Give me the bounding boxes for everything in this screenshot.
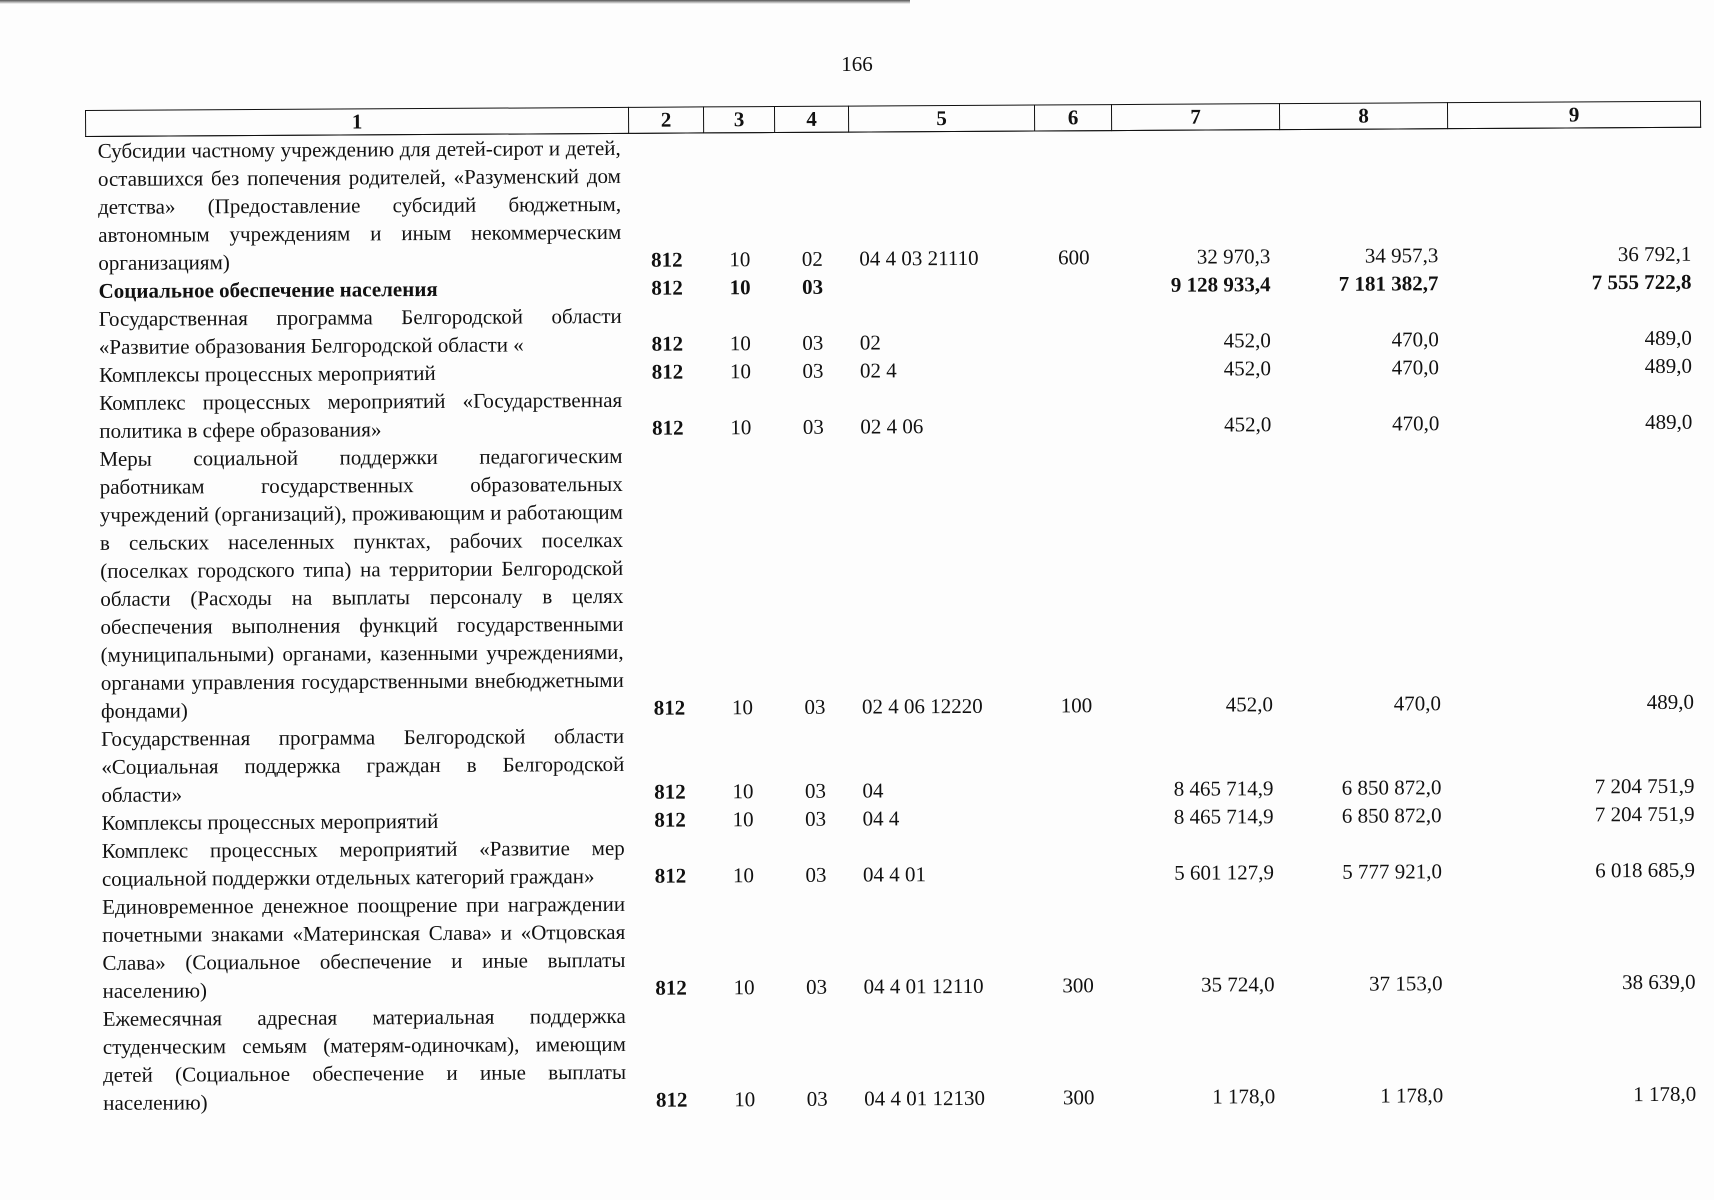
row-col9: 38 639,0 (1621, 969, 1696, 995)
header-col-4: 4 (774, 106, 848, 132)
row-col8: 470,0 (1393, 691, 1442, 716)
row-name: Государственная программа Белгородской области «Социальная поддержка граждан в Белгородской области» (101, 723, 625, 807)
row-col5: 02 4 06 (860, 414, 924, 439)
row-col2: 812 (653, 695, 686, 720)
row-col7: 9 128 933,4 (1170, 272, 1271, 297)
row-col3: 10 (730, 415, 752, 440)
row-col2: 812 (651, 275, 683, 300)
row-col2: 812 (654, 863, 687, 888)
row-col5: 02 4 (859, 358, 897, 383)
row-col4: 02 (801, 246, 823, 271)
row-col8: 470,0 (1391, 355, 1440, 380)
row-col5: 02 (859, 330, 881, 355)
header-col-7: 7 (1111, 104, 1279, 131)
row-col6 (1035, 271, 1112, 299)
row-col6 (1036, 355, 1113, 383)
header-col-1: 1 (86, 107, 629, 136)
header-col-5: 5 (848, 105, 1034, 132)
table-row (86, 127, 1702, 277)
row-col8: 470,0 (1392, 411, 1440, 436)
row-col5: 04 4 01 12130 (864, 1085, 986, 1111)
row-col8: 34 957,3 (1364, 243, 1439, 268)
table-row (90, 828, 1705, 893)
row-col7: 8 465 714,9 (1173, 804, 1274, 829)
row-col3: 10 (729, 247, 751, 272)
row-name: Единовременное денежное поощрение при награждении почетными знаками «Материнская Слава» и «Отцовская Слава» (Социальное обеспечение и иные выплаты населению) (102, 891, 626, 1003)
row-col3: 10 (732, 863, 754, 888)
scan-edge (0, 0, 910, 4)
row-col9: 36 792,1 (1617, 241, 1692, 267)
row-col7: 1 178,0 (1212, 1084, 1276, 1109)
row-col6 (1036, 383, 1113, 439)
table-row (87, 296, 1702, 361)
row-col2: 812 (651, 247, 683, 272)
row-name: Комплекс процессных мероприятий «Государственная политика в сфере образования» (99, 387, 623, 443)
row-col4: 03 (802, 414, 824, 439)
row-col7: 32 970,3 (1196, 244, 1271, 269)
row-col9: 489,0 (1644, 353, 1693, 379)
row-col6 (1036, 299, 1113, 355)
header-col-3: 3 (703, 107, 774, 133)
row-col2: 812 (651, 331, 684, 356)
row-col9: 6 018 685,9 (1595, 857, 1695, 883)
row-col2: 812 (651, 359, 684, 384)
row-col8: 470,0 (1391, 327, 1439, 352)
row-col3: 10 (732, 779, 754, 804)
row-col4: 03 (801, 274, 824, 299)
row-col7: 8 465 714,9 (1173, 776, 1274, 801)
row-name: Ежемесячная адресная материальная поддержка студенческим семьям (матерям-одиночкам), имеющим детей (Социальное обеспечение и иные выплаты населению) (102, 1003, 627, 1115)
row-col3: 10 (732, 807, 754, 832)
page-number: 166 (841, 52, 873, 76)
row-col4: 03 (802, 358, 824, 383)
row-col8: 1 178,0 (1380, 1083, 1444, 1108)
row-name: Государственная программа Белгородской области «Развитие образования Белгородской области « (98, 303, 622, 359)
row-col8: 7 181 382,7 (1338, 271, 1439, 296)
table-row (87, 380, 1702, 445)
row-name: Меры социальной поддержки педагогическим работникам государственных образовательных учреждений (организаций), проживающим и работающим в сельских населенных пунктах, рабочих поселках (поселках городского типа) на территории Белгородской области (Расходы на выплаты персоналу в целях обеспечения выполнения функций государственными (муниципальными) органами, казенными учреждениями, органами управления государственными внебюджетными фондами) (99, 443, 624, 723)
row-col5: 04 4 01 (862, 862, 926, 887)
row-col3: 10 (733, 975, 755, 1000)
row-col5: 04 4 03 21110 (859, 245, 979, 271)
header-col-8: 8 (1279, 103, 1447, 130)
row-col7: 452,0 (1223, 328, 1271, 353)
row-col9: 7 204 751,9 (1594, 773, 1695, 799)
row-col3: 10 (734, 1087, 756, 1112)
row-col7: 35 724,0 (1200, 972, 1275, 997)
row-col8: 6 850 872,0 (1341, 775, 1442, 800)
row-col7: 5 601 127,9 (1174, 860, 1274, 885)
row-col5 (849, 272, 1035, 301)
row-col9: 7 555 722,8 (1591, 269, 1692, 295)
row-col9: 489,0 (1646, 689, 1695, 715)
row-name: Комплексы процессных мероприятий (98, 360, 436, 387)
row-col7: 452,0 (1224, 412, 1272, 437)
row-name: Комплексы процессных мероприятий (101, 808, 439, 835)
header-col-2: 2 (628, 107, 703, 133)
row-col7: 452,0 (1225, 692, 1274, 717)
row-col5: 04 (862, 778, 884, 803)
row-col6 (1039, 831, 1116, 887)
row-col5: 04 4 01 12110 (863, 973, 984, 999)
table-row (87, 436, 1704, 725)
row-col2: 812 (652, 415, 684, 440)
row-col3: 10 (729, 331, 751, 356)
table-row (90, 884, 1706, 1005)
header-col-9: 9 (1447, 101, 1700, 128)
row-col9: 489,0 (1644, 325, 1692, 351)
table-body (86, 127, 1707, 1117)
row-col2: 812 (655, 1087, 688, 1112)
row-col4: 03 (802, 330, 824, 355)
row-col5: 04 4 (862, 806, 900, 831)
row-col6 (1039, 803, 1116, 831)
row-col4: 03 (804, 778, 827, 803)
row-col4: 03 (805, 974, 828, 999)
row-col3: 10 (731, 695, 754, 720)
table-row (89, 716, 1704, 809)
row-col4: 03 (804, 694, 826, 719)
row-col6: 300 (1062, 973, 1094, 998)
row-col4: 03 (805, 806, 827, 831)
row-col2: 812 (655, 975, 687, 1000)
row-col4: 03 (806, 1086, 828, 1111)
row-col8: 6 850 872,0 (1341, 803, 1442, 828)
row-col4: 03 (805, 862, 827, 887)
row-col3: 10 (729, 359, 752, 384)
row-col9: 1 178,0 (1633, 1081, 1697, 1107)
row-name: Комплекс процессных мероприятий «Развитие мер социальной поддержки отдельных категорий граждан» (101, 835, 625, 891)
row-col6: 300 (1062, 1085, 1095, 1110)
row-col3: 10 (729, 275, 751, 300)
row-col6: 100 (1060, 693, 1093, 718)
row-col7: 452,0 (1223, 356, 1272, 381)
budget-table-container (85, 101, 1706, 1117)
table-row (91, 996, 1707, 1117)
row-col5: 02 4 06 12220 (861, 693, 983, 719)
row-col2: 812 (654, 807, 686, 832)
row-col6: 600 (1058, 245, 1090, 270)
row-name: Субсидии частному учреждению для детей-сирот и детей, оставшихся без попечения родителей, «Разуменский дом детства» (Предоставление субсидий бюджетным, автономным учреждениям и иным некоммерческим организациям) (97, 135, 622, 275)
row-col2: 812 (654, 779, 686, 804)
row-name: Социальное обеспечение населения (98, 276, 438, 303)
row-col9: 489,0 (1645, 409, 1693, 435)
row-col9: 7 204 751,9 (1594, 801, 1695, 827)
budget-table (85, 101, 1707, 1117)
row-col6 (1038, 719, 1115, 803)
row-col8: 37 153,0 (1368, 971, 1443, 996)
row-col8: 5 777 921,0 (1342, 859, 1442, 884)
header-col-6: 6 (1034, 105, 1111, 131)
